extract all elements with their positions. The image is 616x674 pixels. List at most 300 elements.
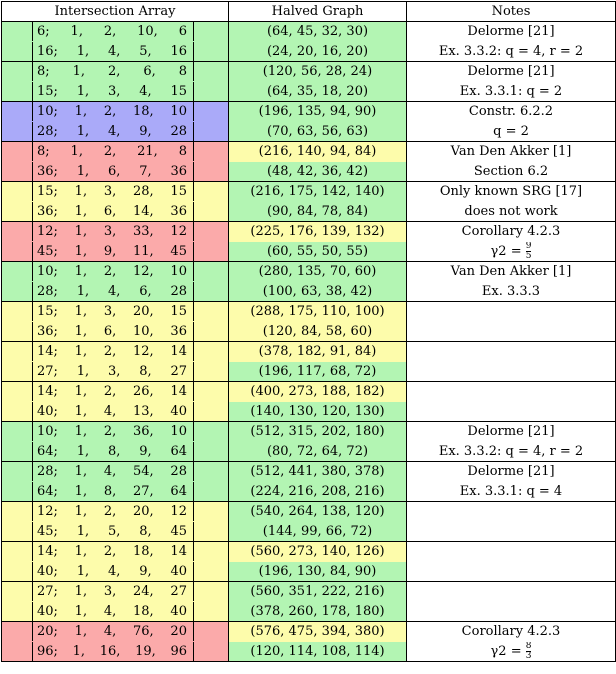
intersection-array-cell [2, 142, 229, 162]
halved-graph-cell: (64, 45, 32, 30) [229, 22, 407, 42]
intersection-array-cell [2, 282, 229, 302]
intersection-number: 10 [170, 104, 187, 120]
intersection-number: 1, [76, 163, 90, 179]
intersection-number: 2, [107, 64, 121, 80]
intersection-number: 1, [74, 544, 88, 560]
notes-cell [407, 342, 616, 362]
intersection-number: 12; [37, 224, 58, 240]
intersection-number: 14; [37, 384, 58, 400]
intersection-number: 54, [132, 464, 154, 480]
halved-graph-cell: (378, 182, 91, 84) [229, 342, 407, 362]
intersection-number: 4, [103, 464, 117, 480]
notes-cell [407, 402, 616, 422]
intersection-number: 2, [103, 104, 117, 120]
intersection-number: 45; [37, 523, 58, 539]
intersection-number: 9, [139, 563, 152, 579]
intersection-number: 1, [74, 323, 88, 339]
table-row [2, 482, 616, 502]
halved-graph-cell: (120, 84, 58, 60) [229, 322, 407, 342]
intersection-number: 18, [132, 104, 154, 120]
intersection-number: 36, [132, 424, 154, 440]
table-row [2, 222, 616, 242]
intersection-number: 1, [70, 24, 83, 40]
intersection-number: 7, [139, 163, 152, 179]
intersection-number: 1, [74, 464, 88, 480]
intersection-number: 2, [103, 264, 117, 280]
halved-graph-cell: (64, 35, 18, 20) [229, 82, 407, 102]
intersection-number: 76, [132, 624, 154, 640]
intersection-array-cell [2, 162, 229, 182]
halved-graph-cell: (100, 63, 38, 42) [229, 282, 407, 302]
intersection-number: 2, [103, 544, 117, 560]
intersection-number: 3, [107, 363, 121, 379]
halved-graph-cell: (512, 441, 380, 378) [229, 462, 407, 482]
intersection-array-cell [2, 622, 229, 642]
intersection-number: 21, [137, 144, 158, 160]
intersection-number: 28 [170, 123, 187, 139]
notes-cell: Corollary 4.2.3 [407, 622, 616, 642]
intersection-number: 36 [170, 203, 187, 219]
notes-cell [407, 302, 616, 322]
notes-cell: Van Den Akker [1] [407, 142, 616, 162]
notes-cell: q = 2 [407, 122, 616, 142]
intersection-number: 6, [103, 323, 117, 339]
table-row [2, 362, 616, 382]
table-row [2, 102, 616, 122]
intersection-number: 16 [170, 43, 187, 59]
intersection-number: 16, [99, 643, 121, 659]
table-row [2, 282, 616, 302]
halved-graph-cell: (224, 216, 208, 216) [229, 482, 407, 502]
halved-graph-cell: (48, 42, 36, 42) [229, 162, 407, 182]
intersection-number: 6, [103, 203, 117, 219]
intersection-number: 1, [74, 384, 88, 400]
intersection-number: 36; [37, 163, 58, 179]
intersection-number: 12; [37, 504, 58, 520]
intersection-array-cell [2, 202, 229, 222]
intersection-number: 18, [132, 544, 154, 560]
halved-graph-cell: (540, 264, 138, 120) [229, 502, 407, 522]
intersection-number: 9, [103, 243, 117, 259]
intersection-number: 1, [76, 43, 90, 59]
intersection-array-cell [2, 22, 229, 42]
intersection-number: 2, [103, 384, 117, 400]
intersection-number: 28; [37, 123, 58, 139]
halved-graph-cell: (560, 351, 222, 216) [229, 582, 407, 602]
intersection-number: 27, [132, 483, 154, 499]
table-row [2, 602, 616, 622]
intersection-number: 8 [178, 64, 187, 80]
intersection-array-cell [2, 502, 229, 522]
intersection-number: 3, [103, 584, 117, 600]
intersection-number: 40; [37, 603, 58, 619]
intersection-number: 4, [107, 283, 121, 299]
notes-cell: Only known SRG [17] [407, 182, 616, 202]
intersection-array-cell [2, 542, 229, 562]
intersection-number: 12 [170, 224, 187, 240]
intersection-number: 27 [170, 584, 187, 600]
intersection-number: 1, [72, 643, 86, 659]
intersection-number: 1, [76, 83, 90, 99]
intersection-number: 1, [74, 243, 88, 259]
intersection-number: 20; [37, 624, 58, 640]
intersection-number: 1, [76, 283, 90, 299]
intersection-number: 15 [170, 184, 187, 200]
intersection-number: 8, [139, 523, 152, 539]
intersection-array-cell [2, 482, 229, 502]
intersection-number: 12, [132, 264, 154, 280]
intersection-array-cell [2, 82, 229, 102]
intersection-number: 15; [37, 184, 58, 200]
table-row [2, 242, 616, 262]
table-row [2, 302, 616, 322]
intersection-number: 12, [132, 344, 154, 360]
intersection-number: 14 [170, 344, 187, 360]
halved-graph-cell: (144, 99, 66, 72) [229, 522, 407, 542]
intersection-array-cell [2, 42, 229, 62]
notes-cell [407, 582, 616, 602]
intersection-number: 8; [37, 144, 50, 160]
notes-cell: Van Den Akker [1] [407, 262, 616, 282]
notes-cell: Constr. 6.2.2 [407, 102, 616, 122]
intersection-number: 1, [74, 624, 88, 640]
intersection-array-cell [2, 262, 229, 282]
intersection-number: 20, [132, 504, 154, 520]
halved-graph-cell: (560, 273, 140, 126) [229, 542, 407, 562]
intersection-number: 4, [107, 123, 121, 139]
intersection-number: 6, [139, 283, 152, 299]
table-row [2, 622, 616, 642]
intersection-number: 5, [139, 43, 152, 59]
halved-graph-cell: (576, 475, 394, 380) [229, 622, 407, 642]
table-row [2, 182, 616, 202]
halved-graph-cell: (288, 175, 110, 100) [229, 302, 407, 322]
notes-cell [407, 562, 616, 582]
intersection-array-cell [2, 602, 229, 622]
intersection-number: 64 [170, 483, 187, 499]
intersection-number: 14; [37, 344, 58, 360]
halved-graph-cell: (512, 315, 202, 180) [229, 422, 407, 442]
intersection-array-cell [2, 422, 229, 442]
intersection-number: 5, [107, 523, 121, 539]
intersection-number: 4, [103, 603, 117, 619]
table-row [2, 22, 616, 42]
intersection-array-cell [2, 382, 229, 402]
table-row [2, 82, 616, 102]
table-row [2, 582, 616, 602]
intersection-number: 96 [170, 643, 187, 659]
intersection-number: 18, [132, 603, 154, 619]
intersection-array-cell [2, 582, 229, 602]
intersection-number: 14 [170, 384, 187, 400]
gamma-fraction [526, 242, 532, 261]
header-row [2, 2, 616, 22]
intersection-number: 6, [143, 64, 156, 80]
notes-cell: Ex. 3.3.3 [407, 282, 616, 302]
notes-cell: Section 6.2 [407, 162, 616, 182]
intersection-number: 45; [37, 243, 58, 259]
halved-graph-cell: (280, 135, 70, 60) [229, 262, 407, 282]
intersection-number: 14, [132, 203, 154, 219]
table-row [2, 382, 616, 402]
intersection-number: 4, [139, 83, 152, 99]
notes-cell: Delorme [21] [407, 462, 616, 482]
intersection-number: 2, [103, 424, 117, 440]
intersection-number: 10, [132, 323, 154, 339]
halved-graph-cell: (378, 260, 178, 180) [229, 602, 407, 622]
intersection-number: 27; [37, 584, 58, 600]
intersection-number: 2, [103, 24, 117, 40]
table-row [2, 262, 616, 282]
notes-cell: Delorme [21] [407, 422, 616, 442]
table-row [2, 562, 616, 582]
intersection-number: 14 [170, 544, 187, 560]
notes-cell [407, 642, 616, 662]
intersection-array-cell [2, 182, 229, 202]
fraction-numerator: 9 [525, 241, 532, 251]
header-halved-graph: Halved Graph [229, 2, 407, 22]
intersection-number: 3, [103, 184, 117, 200]
intersection-number: 1, [74, 483, 88, 499]
header-notes: Notes [407, 2, 616, 22]
intersection-number: 2, [103, 144, 117, 160]
intersection-number: 28 [170, 283, 187, 299]
halved-graph-cell: (216, 140, 94, 84) [229, 142, 407, 162]
intersection-array-cell [2, 322, 229, 342]
intersection-number: 4, [103, 403, 117, 419]
halved-graph-cell: (70, 63, 56, 63) [229, 122, 407, 142]
intersection-number: 15 [170, 304, 187, 320]
intersection-number: 15 [170, 83, 187, 99]
notes-cell: Delorme [21] [407, 22, 616, 42]
notes-cell: Corollary 4.2.3 [407, 222, 616, 242]
intersection-number: 24, [132, 584, 154, 600]
halved-graph-cell: (140, 130, 120, 130) [229, 402, 407, 422]
intersection-number: 8, [103, 483, 117, 499]
intersection-number: 19, [135, 643, 156, 659]
intersection-number: 96; [37, 643, 58, 659]
notes-cell [407, 542, 616, 562]
intersection-number: 28; [37, 464, 58, 480]
intersection-number: 40 [170, 403, 187, 419]
halved-graph-cell: (90, 84, 78, 84) [229, 202, 407, 222]
intersection-number: 10 [170, 264, 187, 280]
intersection-number: 3, [103, 224, 117, 240]
halved-graph-cell: (196, 117, 68, 72) [229, 362, 407, 382]
table-row [2, 502, 616, 522]
notes-cell [407, 602, 616, 622]
intersection-number: 1, [74, 104, 88, 120]
intersection-array-cell [2, 462, 229, 482]
intersection-number: 11, [132, 243, 154, 259]
table-row [2, 422, 616, 442]
intersection-number: 1, [74, 184, 88, 200]
table-row [2, 462, 616, 482]
intersection-number: 6, [107, 163, 121, 179]
intersection-number: 64; [37, 443, 58, 459]
intersection-number: 1, [70, 144, 83, 160]
intersection-number: 6; [37, 24, 50, 40]
halved-graph-cell: (24, 20, 16, 20) [229, 42, 407, 62]
notes-cell: Ex. 3.3.2: q = 4, r = 2 [407, 442, 616, 462]
intersection-number: 1, [74, 304, 88, 320]
intersection-number: 1, [76, 363, 90, 379]
fraction-denominator: 5 [525, 250, 532, 261]
gamma-label: γ2 = [490, 243, 526, 259]
table-row [2, 522, 616, 542]
intersection-number: 10; [37, 424, 58, 440]
intersection-number: 1, [76, 523, 90, 539]
intersection-number: 33, [132, 224, 154, 240]
intersection-number: 1, [74, 424, 88, 440]
intersection-number: 28 [170, 464, 187, 480]
results-table [1, 1, 616, 662]
halved-graph-cell: (225, 176, 139, 132) [229, 222, 407, 242]
header-intersection-array: Intersection Array [2, 2, 229, 22]
halved-graph-cell: (400, 273, 188, 182) [229, 382, 407, 402]
intersection-number: 20 [170, 624, 187, 640]
notes-cell: Ex. 3.3.2: q = 4, r = 2 [407, 42, 616, 62]
table-body [2, 22, 616, 662]
intersection-number: 1, [74, 264, 88, 280]
intersection-number: 16; [37, 43, 58, 59]
notes-cell: does not work [407, 202, 616, 222]
intersection-number: 36; [37, 323, 58, 339]
intersection-number: 45 [170, 243, 187, 259]
table-row [2, 322, 616, 342]
table-row [2, 542, 616, 562]
intersection-array-cell [2, 402, 229, 422]
fraction-denominator: 3 [525, 650, 532, 661]
intersection-number: 4, [107, 43, 121, 59]
intersection-number: 1, [74, 203, 88, 219]
intersection-number: 4, [107, 563, 121, 579]
intersection-number: 10; [37, 104, 58, 120]
notes-cell [407, 362, 616, 382]
notes-cell [407, 522, 616, 542]
intersection-number: 64 [170, 443, 187, 459]
intersection-number: 1, [72, 64, 86, 80]
intersection-array-cell [2, 62, 229, 82]
notes-cell [407, 502, 616, 522]
intersection-number: 9, [139, 123, 152, 139]
intersection-number: 3, [103, 304, 117, 320]
intersection-number: 1, [74, 344, 88, 360]
intersection-number: 27 [170, 363, 187, 379]
intersection-number: 1, [76, 443, 90, 459]
intersection-number: 27; [37, 363, 58, 379]
intersection-number: 13, [132, 403, 154, 419]
intersection-number: 26, [132, 384, 154, 400]
halved-graph-cell: (196, 135, 94, 90) [229, 102, 407, 122]
intersection-array-cell [2, 102, 229, 122]
intersection-number: 14; [37, 544, 58, 560]
intersection-array-cell [2, 342, 229, 362]
intersection-array-cell [2, 302, 229, 322]
table-row [2, 162, 616, 182]
table-row [2, 122, 616, 142]
intersection-number: 2, [103, 344, 117, 360]
intersection-array-cell [2, 562, 229, 582]
notes-cell [407, 322, 616, 342]
table-row [2, 62, 616, 82]
intersection-number: 1, [74, 603, 88, 619]
gamma-fraction [526, 642, 532, 661]
intersection-number: 8; [37, 64, 50, 80]
table-row [2, 342, 616, 362]
notes-cell [407, 382, 616, 402]
intersection-number: 1, [74, 504, 88, 520]
intersection-array-cell [2, 642, 229, 662]
intersection-array-cell [2, 362, 229, 382]
intersection-number: 15; [37, 304, 58, 320]
intersection-number: 40; [37, 403, 58, 419]
halved-graph-cell: (60, 55, 50, 55) [229, 242, 407, 262]
table-row [2, 402, 616, 422]
table-row [2, 42, 616, 62]
halved-graph-cell: (216, 175, 142, 140) [229, 182, 407, 202]
notes-cell: Ex. 3.3.1: q = 4 [407, 482, 616, 502]
intersection-number: 40 [170, 603, 187, 619]
intersection-number: 64; [37, 483, 58, 499]
notes-cell: Ex. 3.3.1: q = 2 [407, 82, 616, 102]
notes-cell [407, 242, 616, 262]
intersection-number: 1, [74, 584, 88, 600]
intersection-number: 15; [37, 83, 58, 99]
halved-graph-cell: (196, 130, 84, 90) [229, 562, 407, 582]
intersection-number: 36 [170, 323, 187, 339]
intersection-number: 40; [37, 563, 58, 579]
intersection-number: 10, [137, 24, 158, 40]
intersection-number: 2, [103, 504, 117, 520]
table-row [2, 202, 616, 222]
intersection-number: 4, [103, 624, 117, 640]
notes-cell: Delorme [21] [407, 62, 616, 82]
halved-graph-cell: (120, 114, 108, 114) [229, 642, 407, 662]
intersection-number: 45 [170, 523, 187, 539]
intersection-number: 8, [139, 363, 152, 379]
intersection-number: 36 [170, 163, 187, 179]
intersection-number: 1, [74, 403, 88, 419]
intersection-number: 1, [76, 563, 90, 579]
table-row [2, 442, 616, 462]
intersection-number: 36; [37, 203, 58, 219]
intersection-array-cell [2, 442, 229, 462]
intersection-number: 12 [170, 504, 187, 520]
intersection-number: 28; [37, 283, 58, 299]
intersection-number: 28, [132, 184, 154, 200]
intersection-number: 20, [132, 304, 154, 320]
intersection-number: 10 [170, 424, 187, 440]
intersection-number: 8 [178, 144, 187, 160]
intersection-number: 8, [107, 443, 121, 459]
intersection-array-cell [2, 242, 229, 262]
table-row [2, 142, 616, 162]
intersection-array-cell [2, 522, 229, 542]
halved-graph-cell: (80, 72, 64, 72) [229, 442, 407, 462]
intersection-number: 1, [74, 224, 88, 240]
intersection-array-cell [2, 222, 229, 242]
intersection-number: 6 [178, 24, 187, 40]
table-row [2, 642, 616, 662]
intersection-number: 1, [76, 123, 90, 139]
halved-graph-cell: (120, 56, 28, 24) [229, 62, 407, 82]
intersection-number: 3, [107, 83, 121, 99]
intersection-number: 10; [37, 264, 58, 280]
intersection-number: 9, [139, 443, 152, 459]
gamma-label: γ2 = [490, 643, 526, 659]
intersection-array-cell [2, 122, 229, 142]
